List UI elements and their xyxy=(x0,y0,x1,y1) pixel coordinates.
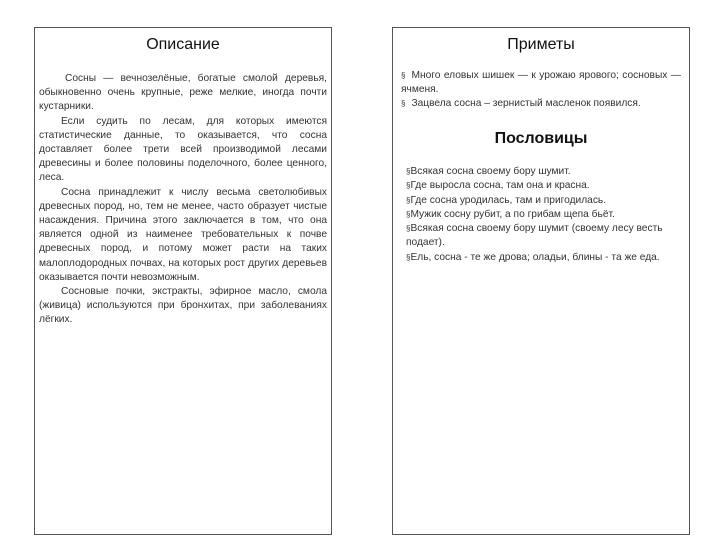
description-panel xyxy=(34,27,332,535)
description-body xyxy=(39,72,327,328)
proverbs-list xyxy=(406,165,679,265)
sign-item xyxy=(401,97,681,111)
signs-title: Приметы xyxy=(507,36,575,53)
bullet-icon: § xyxy=(406,167,411,176)
proverb-text: Где выросла сосна, там она и красна. xyxy=(410,180,590,192)
proverb-text: Где сосна уродилась, там и пригодилась. xyxy=(410,194,607,206)
proverb-text: Всякая сосна своему бору шумит. xyxy=(410,166,571,177)
proverb-text: Всякая сосна своему бору шумит (своему лесу весть подает). xyxy=(406,223,663,249)
sign-text: Зацвела сосна – зернистый масленок появился. xyxy=(411,98,641,109)
proverb-text: Ель, сосна - те же дрова; оладьи, блины - та же еда. xyxy=(410,251,660,263)
proverb-item xyxy=(406,165,679,179)
proverb-item xyxy=(406,251,679,265)
bullet-icon: § xyxy=(406,181,411,191)
signs-list xyxy=(401,69,681,111)
description-paragraph: Сосны — вечнозелёные, богатые смолой деревья, обыкновенно очень крупные, реже мелкие, иногда почти кустарники. xyxy=(39,73,327,113)
bullet-icon: § xyxy=(406,252,411,262)
description-title: Описание xyxy=(146,36,220,53)
proverb-item xyxy=(406,179,679,193)
description-paragraph: Сосновые почки, экстракты, эфирное масло, смола (живица) используются при бронхитах, при заболеваниях лёгких. xyxy=(39,286,327,326)
description-paragraph: Сосна принадлежит к числу весьма светолюбивых древесных пород, но, тем не менее, часто образует чистые насаждения. Причина этого заключается в том, что она является одной из наименее требовательных к почве древесных пород, и потому может расти на таких малоплодородных почвах, на которых рост других деревьев оказывается почти невозможным. xyxy=(39,186,327,283)
proverb-item xyxy=(406,194,679,208)
proverb-item xyxy=(406,222,679,251)
bullet-icon: § xyxy=(401,71,406,80)
proverb-text: Мужик сосну рубит, а по грибам щепа бьёт. xyxy=(410,208,615,220)
description-paragraph: Если судить по лесам, для которых имеются статистические данные, то оказывается, что сосна доставляет более трети всей производимой лесами древесины и более половины поделочного, более ценного, леса. xyxy=(39,115,327,184)
sign-text: Много еловых шишек — к урожаю ярового; сосновых — ячменя. xyxy=(401,70,681,95)
signs-panel xyxy=(392,27,690,535)
proverbs-title: Пословицы xyxy=(494,130,588,147)
bullet-icon: § xyxy=(406,209,411,219)
bullet-icon: § xyxy=(401,99,406,108)
proverb-item xyxy=(406,208,679,222)
bullet-icon: § xyxy=(406,224,411,234)
sign-item xyxy=(401,69,681,97)
bullet-icon: § xyxy=(406,195,411,205)
